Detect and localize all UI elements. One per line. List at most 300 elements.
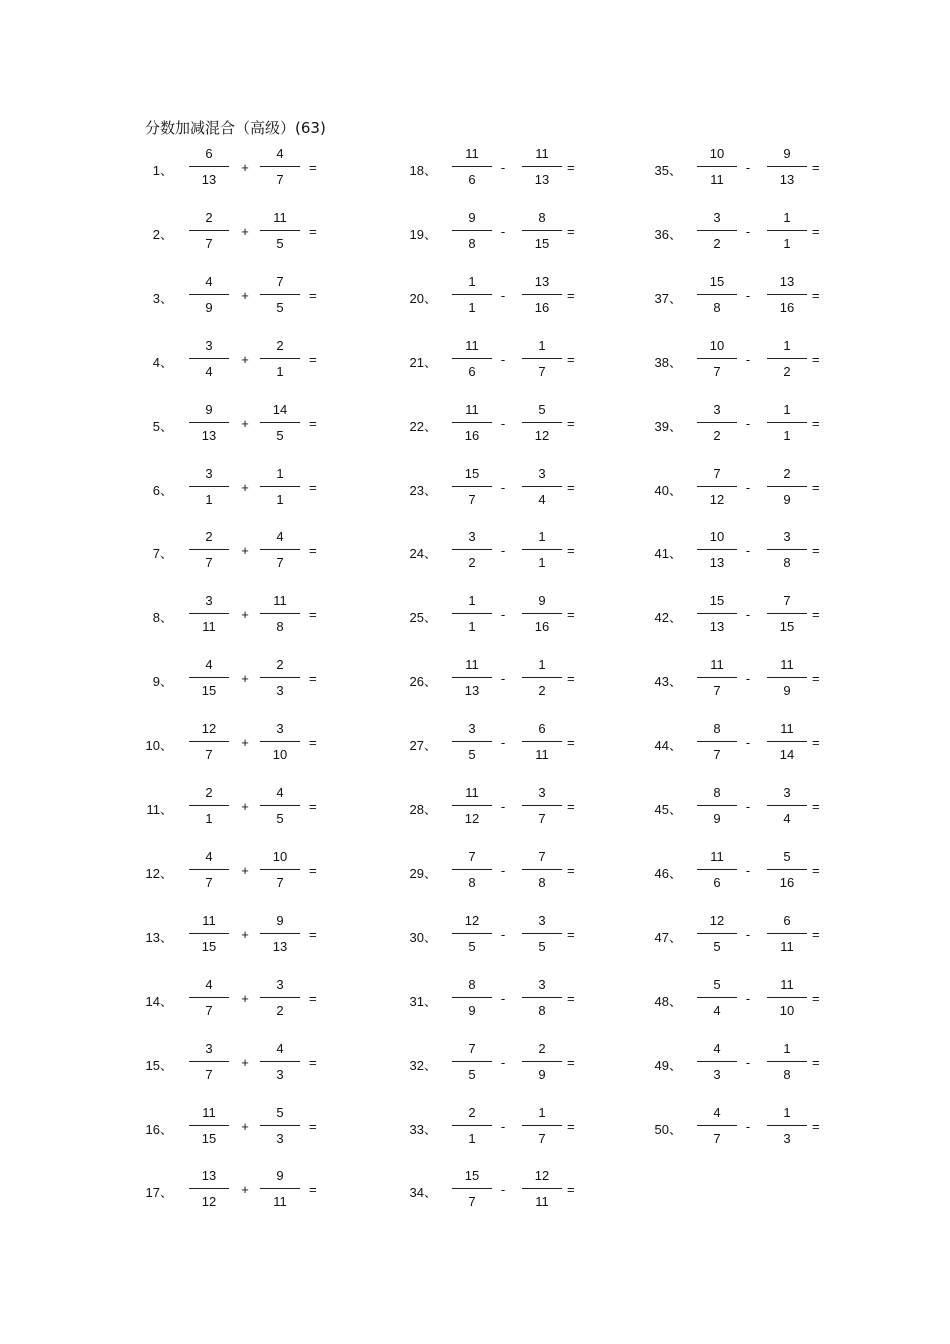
fraction-bar: [697, 230, 737, 231]
fraction-bar: [452, 1188, 492, 1189]
fraction-bar: [522, 933, 562, 934]
fraction: [767, 849, 807, 901]
problem-number: 7、: [152, 546, 173, 562]
operator: +: [241, 671, 249, 687]
denominator: 2: [783, 363, 791, 379]
problem-item: [145, 1041, 395, 1093]
numerator: 7: [538, 848, 546, 864]
denominator: 7: [205, 874, 213, 890]
equals-sign: =: [309, 671, 317, 687]
fraction: [452, 593, 492, 645]
fraction-bar: [452, 422, 492, 423]
fraction: [189, 146, 229, 198]
operator: -: [500, 735, 506, 751]
fraction: [452, 1041, 492, 1093]
fraction: [767, 274, 807, 326]
denominator: 7: [538, 363, 546, 379]
equals-sign: =: [567, 543, 575, 559]
fraction-bar: [189, 1061, 229, 1062]
operator: -: [500, 479, 506, 495]
numerator: 2: [205, 785, 213, 800]
fraction: [767, 977, 807, 1029]
numerator: 1: [538, 1104, 546, 1120]
numerator: 3: [783, 785, 791, 800]
operator: -: [500, 351, 506, 367]
operator: -: [745, 671, 751, 687]
problem-number: 11、: [146, 802, 173, 817]
numerator: 3: [205, 465, 213, 481]
operator: +: [241, 735, 249, 751]
fraction-bar: [522, 1188, 562, 1189]
fraction-bar: [260, 358, 300, 359]
fraction: [260, 593, 300, 645]
fraction: [767, 1105, 807, 1157]
equals-sign: =: [812, 287, 820, 303]
denominator: 7: [468, 491, 476, 507]
equals-sign: =: [812, 607, 820, 623]
operator: -: [745, 735, 751, 751]
fraction-bar: [522, 1061, 562, 1062]
fraction-bar: [189, 933, 229, 934]
equals-sign: =: [567, 607, 575, 623]
fraction: [697, 466, 737, 518]
fraction: [452, 785, 492, 837]
denominator: 10: [272, 747, 288, 763]
equals-sign: =: [309, 351, 317, 367]
denominator: 1: [783, 427, 791, 443]
equals-sign: =: [309, 607, 317, 623]
problem-item: [145, 1105, 395, 1157]
numerator: 7: [276, 273, 284, 289]
denominator: 9: [468, 1002, 476, 1018]
numerator: 3: [538, 976, 546, 992]
operator: +: [241, 415, 249, 431]
numerator: 11: [780, 976, 794, 992]
fraction: [189, 274, 229, 326]
denominator: 6: [713, 874, 721, 890]
numerator: 3: [538, 465, 546, 481]
denominator: 1: [783, 235, 791, 251]
fraction-bar: [522, 741, 562, 742]
operator: +: [241, 926, 249, 942]
denominator: 3: [276, 683, 284, 699]
operator: -: [500, 1118, 506, 1134]
numerator: 2: [783, 465, 791, 481]
problem-number: 10、: [145, 738, 173, 754]
numerator: 4: [205, 273, 213, 289]
operator: -: [500, 799, 506, 814]
fraction: [522, 913, 562, 965]
denominator: 5: [468, 938, 476, 954]
equals-sign: =: [309, 223, 317, 239]
problem-item: [650, 1041, 900, 1093]
problem-item: [405, 721, 655, 773]
fraction: [452, 849, 492, 901]
numerator: 2: [276, 657, 284, 673]
fraction-bar: [189, 613, 229, 614]
fraction: [189, 210, 229, 262]
operator: +: [241, 479, 249, 495]
fraction-bar: [452, 741, 492, 742]
operator: +: [241, 160, 249, 175]
problem-number: 1、: [152, 163, 173, 178]
numerator: 4: [205, 657, 213, 673]
problem-item: [650, 785, 900, 837]
fraction-bar: [767, 166, 807, 167]
fraction-bar: [260, 741, 300, 742]
problem-number: 44、: [654, 738, 682, 754]
denominator: 9: [538, 1066, 546, 1082]
fraction-bar: [767, 1061, 807, 1062]
numerator: 11: [465, 401, 479, 417]
numerator: 15: [464, 465, 480, 481]
equals-sign: =: [567, 223, 575, 239]
numerator: 15: [709, 593, 725, 609]
problem-number: 29、: [409, 865, 437, 881]
problem-item: [650, 338, 900, 390]
fraction-bar: [189, 869, 229, 870]
problem-item: [405, 593, 655, 645]
denominator: 1: [205, 811, 213, 826]
fraction: [189, 338, 229, 390]
fraction: [189, 1105, 229, 1157]
fraction-bar: [522, 1125, 562, 1126]
fraction: [452, 402, 492, 454]
numerator: 4: [713, 1040, 721, 1056]
equals-sign: =: [812, 223, 820, 239]
numerator: 11: [465, 146, 479, 161]
denominator: 16: [779, 299, 795, 315]
equals-sign: =: [309, 862, 317, 878]
problem-item: [405, 210, 655, 262]
denominator: 4: [713, 1002, 721, 1018]
numerator: 3: [468, 721, 476, 737]
numerator: 1: [783, 337, 791, 353]
numerator: 3: [538, 912, 546, 928]
numerator: 7: [468, 1040, 476, 1056]
fraction-bar: [260, 1188, 300, 1189]
denominator: 12: [464, 811, 480, 826]
problem-number: 14、: [145, 993, 173, 1009]
denominator: 7: [205, 1002, 213, 1018]
equals-sign: =: [812, 862, 820, 878]
problem-item: [405, 849, 655, 901]
operator: -: [745, 799, 751, 814]
denominator: 1: [468, 1130, 476, 1146]
fraction: [452, 977, 492, 1029]
denominator: 10: [779, 1002, 795, 1018]
denominator: 1: [205, 491, 213, 507]
denominator: 7: [538, 1130, 546, 1146]
numerator: 4: [276, 529, 284, 545]
fraction: [260, 657, 300, 709]
fraction-bar: [697, 933, 737, 934]
denominator: 2: [276, 1002, 284, 1018]
denominator: 13: [201, 172, 217, 187]
denominator: 7: [205, 235, 213, 251]
denominator: 7: [205, 747, 213, 763]
problem-item: [650, 593, 900, 645]
denominator: 1: [276, 363, 284, 379]
numerator: 5: [538, 401, 546, 417]
equals-sign: =: [812, 543, 820, 559]
problem-item: [145, 466, 395, 518]
fraction: [522, 721, 562, 773]
fraction: [260, 210, 300, 262]
denominator: 9: [713, 811, 721, 826]
numerator: 3: [538, 785, 546, 800]
operator: +: [241, 223, 249, 239]
denominator: 5: [713, 938, 721, 954]
denominator: 15: [201, 683, 217, 699]
numerator: 1: [276, 465, 284, 481]
fraction-bar: [767, 486, 807, 487]
numerator: 11: [535, 146, 549, 161]
problem-item: [405, 402, 655, 454]
fraction-bar: [452, 997, 492, 998]
numerator: 10: [709, 146, 725, 161]
problem-item: [650, 1105, 900, 1157]
problem-item: [650, 274, 900, 326]
denominator: 6: [468, 172, 476, 187]
numerator: 11: [465, 337, 479, 353]
problem-number: 8、: [152, 610, 173, 626]
numerator: 1: [783, 1104, 791, 1120]
problem-item: [405, 338, 655, 390]
numerator: 10: [709, 337, 725, 353]
fraction: [452, 657, 492, 709]
operator: -: [500, 926, 506, 942]
numerator: 8: [713, 721, 721, 737]
operator: +: [241, 1054, 249, 1070]
fraction-bar: [522, 486, 562, 487]
problem-number: 33、: [409, 1121, 437, 1137]
numerator: 10: [272, 848, 288, 864]
operator: +: [241, 990, 249, 1006]
fraction-bar: [697, 805, 737, 806]
denominator: 1: [538, 555, 546, 571]
equals-sign: =: [567, 415, 575, 431]
fraction-bar: [189, 741, 229, 742]
numerator: 8: [468, 976, 476, 992]
problem-item: [405, 529, 655, 581]
problem-number: 9、: [152, 674, 173, 690]
problem-number: 17、: [145, 1185, 173, 1201]
fraction: [522, 146, 562, 198]
numerator: 3: [713, 209, 721, 225]
numerator: 7: [783, 593, 791, 609]
fraction: [189, 913, 229, 965]
problem-number: 13、: [145, 929, 173, 945]
denominator: 9: [783, 491, 791, 507]
fraction: [697, 849, 737, 901]
numerator: 13: [201, 1168, 217, 1184]
numerator: 11: [710, 848, 724, 864]
problem-item: [405, 785, 655, 837]
denominator: 7: [713, 1130, 721, 1146]
problem-item: [650, 913, 900, 965]
problem-number: 20、: [409, 290, 437, 306]
equals-sign: =: [309, 160, 317, 175]
problem-number: 36、: [654, 226, 682, 242]
equals-sign: =: [812, 479, 820, 495]
problem-number: 19、: [409, 226, 437, 242]
denominator: 16: [779, 874, 795, 890]
problem-number: 39、: [654, 418, 682, 434]
problem-number: 21、: [409, 354, 437, 370]
numerator: 11: [465, 657, 479, 673]
numerator: 4: [276, 785, 284, 800]
numerator: 1: [538, 337, 546, 353]
denominator: 8: [468, 874, 476, 890]
fraction: [522, 1041, 562, 1093]
fraction-bar: [452, 486, 492, 487]
problem-number: 28、: [409, 802, 437, 817]
denominator: 8: [783, 555, 791, 571]
problem-item: [650, 146, 900, 198]
fraction-bar: [697, 358, 737, 359]
fraction-bar: [189, 486, 229, 487]
fraction-bar: [189, 422, 229, 423]
numerator: 3: [205, 337, 213, 353]
fraction-bar: [260, 805, 300, 806]
fraction-bar: [452, 677, 492, 678]
fraction-bar: [189, 997, 229, 998]
fraction-bar: [189, 230, 229, 231]
fraction: [189, 593, 229, 645]
operator: -: [745, 415, 751, 431]
fraction: [767, 402, 807, 454]
numerator: 6: [538, 721, 546, 737]
problem-item: [650, 721, 900, 773]
fraction-bar: [189, 166, 229, 167]
numerator: 4: [205, 976, 213, 992]
operator: -: [500, 415, 506, 431]
denominator: 5: [276, 811, 284, 826]
problem-number: 35、: [654, 163, 682, 178]
denominator: 7: [713, 363, 721, 379]
denominator: 4: [205, 363, 213, 379]
fraction: [697, 402, 737, 454]
fraction-bar: [767, 677, 807, 678]
fraction-bar: [452, 230, 492, 231]
problem-number: 27、: [409, 738, 437, 754]
equals-sign: =: [309, 926, 317, 942]
problem-number: 23、: [409, 482, 437, 498]
fraction: [189, 849, 229, 901]
fraction-bar: [452, 805, 492, 806]
fraction: [189, 466, 229, 518]
denominator: 7: [713, 747, 721, 763]
problem-number: 3、: [152, 290, 173, 306]
fraction: [697, 274, 737, 326]
problem-number: 50、: [654, 1121, 682, 1137]
fraction-bar: [452, 933, 492, 934]
equals-sign: =: [567, 1054, 575, 1070]
problem-item: [145, 849, 395, 901]
operator: -: [500, 223, 506, 239]
numerator: 5: [783, 848, 791, 864]
denominator: 13: [534, 172, 550, 187]
fraction: [452, 913, 492, 965]
fraction: [522, 977, 562, 1029]
fraction: [522, 274, 562, 326]
numerator: 12: [534, 1168, 550, 1184]
denominator: 8: [538, 874, 546, 890]
fraction-bar: [697, 294, 737, 295]
operator: -: [745, 607, 751, 623]
fraction-bar: [260, 613, 300, 614]
fraction: [522, 849, 562, 901]
fraction: [767, 1041, 807, 1093]
fraction: [697, 1041, 737, 1093]
fraction-bar: [452, 294, 492, 295]
operator: -: [500, 990, 506, 1006]
fraction-bar: [189, 805, 229, 806]
numerator: 13: [779, 273, 795, 289]
equals-sign: =: [567, 799, 575, 814]
fraction: [522, 657, 562, 709]
denominator: 12: [201, 1194, 217, 1210]
denominator: 7: [276, 874, 284, 890]
fraction-bar: [697, 1125, 737, 1126]
fraction-bar: [522, 294, 562, 295]
operator: -: [745, 223, 751, 239]
fraction: [452, 529, 492, 581]
denominator: 5: [538, 938, 546, 954]
operator: +: [241, 1182, 249, 1198]
fraction: [260, 338, 300, 390]
fraction-bar: [452, 549, 492, 550]
fraction: [767, 785, 807, 837]
worksheet-title: 分数加减混合（高级）(63): [145, 119, 326, 137]
fraction: [522, 529, 562, 581]
denominator: 16: [534, 619, 550, 635]
operator: +: [241, 799, 249, 814]
equals-sign: =: [567, 1182, 575, 1198]
problem-number: 32、: [409, 1057, 437, 1073]
fraction-bar: [522, 805, 562, 806]
fraction-bar: [260, 1061, 300, 1062]
problem-number: 49、: [654, 1057, 682, 1073]
fraction: [260, 721, 300, 773]
denominator: 1: [276, 491, 284, 507]
denominator: 16: [464, 427, 480, 443]
operator: -: [500, 607, 506, 623]
numerator: 2: [468, 1104, 476, 1120]
fraction: [189, 402, 229, 454]
equals-sign: =: [309, 1182, 317, 1198]
problem-item: [405, 1041, 655, 1093]
fraction: [767, 529, 807, 581]
operator: +: [241, 543, 249, 559]
operator: -: [745, 1118, 751, 1134]
fraction-bar: [697, 613, 737, 614]
fraction: [522, 593, 562, 645]
operator: -: [500, 1054, 506, 1070]
fraction: [260, 274, 300, 326]
fraction: [189, 1168, 229, 1220]
numerator: 3: [276, 976, 284, 992]
denominator: 1: [468, 299, 476, 315]
numerator: 11: [780, 721, 794, 737]
problem-number: 46、: [654, 865, 682, 881]
fraction: [697, 721, 737, 773]
fraction-bar: [522, 358, 562, 359]
equals-sign: =: [309, 990, 317, 1006]
fraction-bar: [697, 549, 737, 550]
equals-sign: =: [567, 735, 575, 751]
